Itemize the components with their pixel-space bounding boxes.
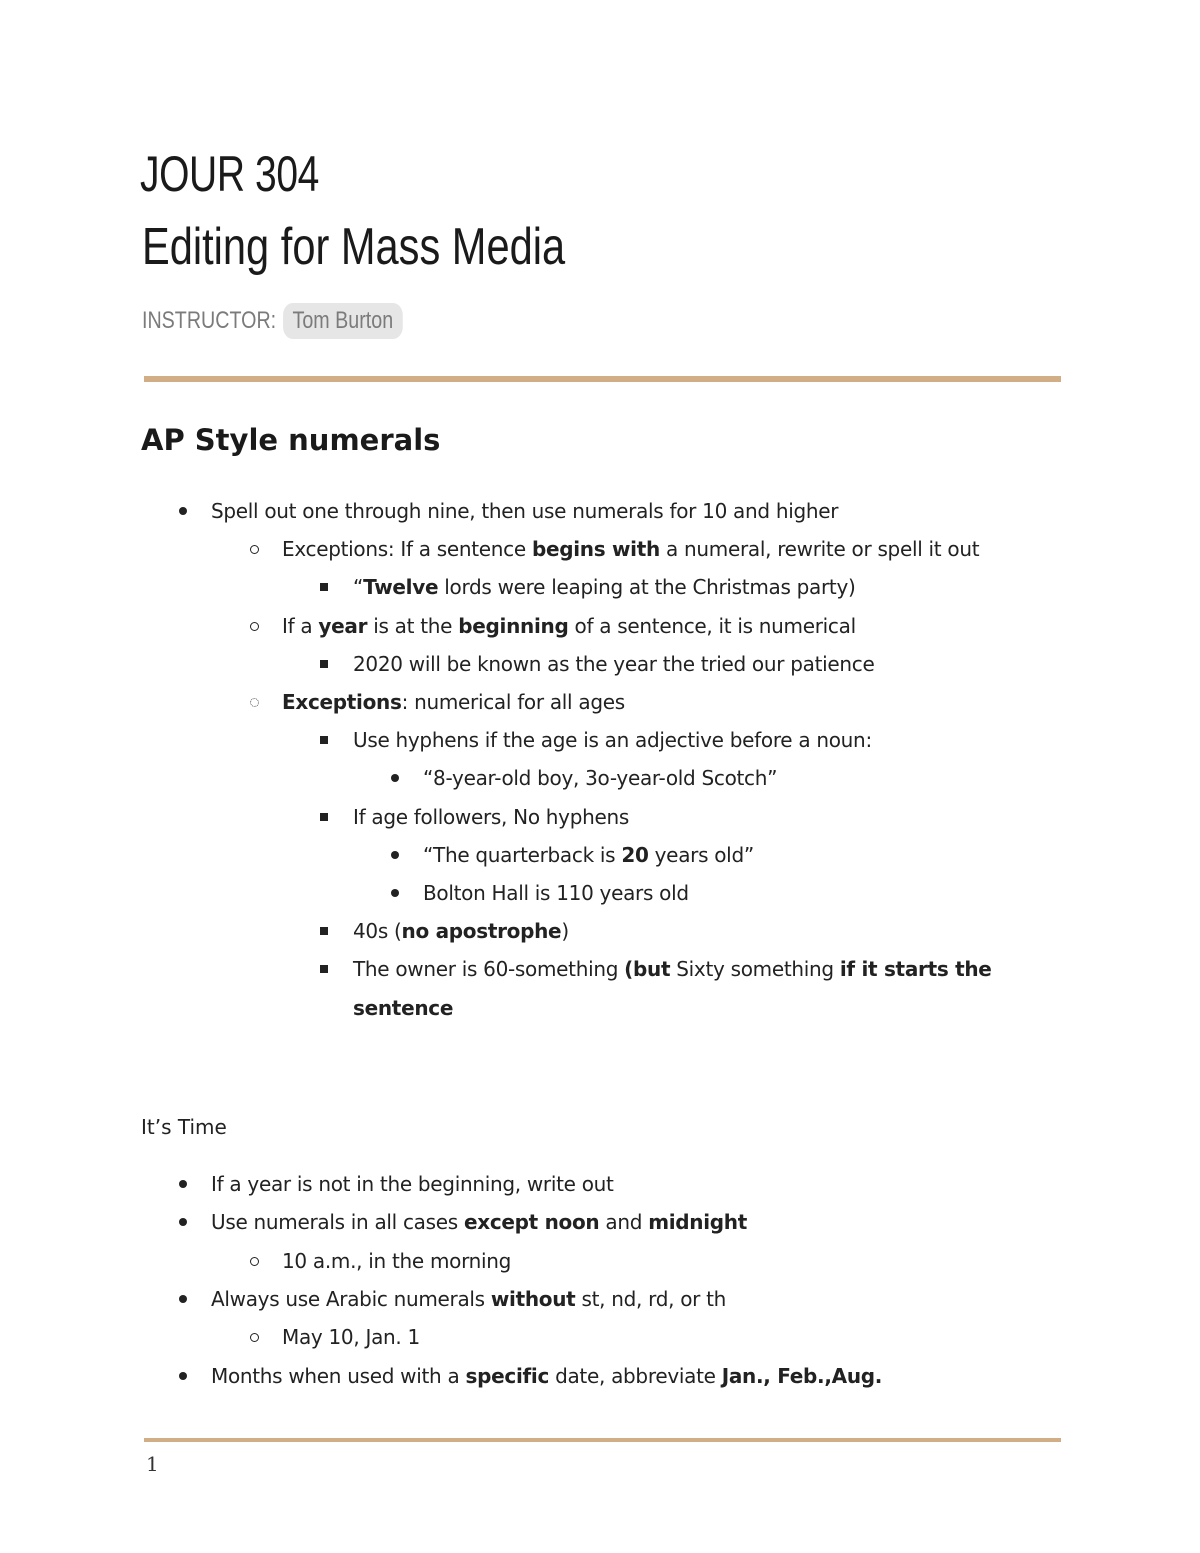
bold-text: begins with [531,537,660,562]
bullet-square-icon [320,583,328,591]
bullet-circle-icon [250,1333,259,1342]
bullet-circle-icon [250,1257,259,1266]
text-segment: a numeral, rewrite or spell it out [659,537,980,562]
list-item [353,726,872,754]
bullet-disc-icon [179,1295,187,1303]
bullet-square-icon [320,736,328,744]
bold-text: (but [624,957,671,982]
list-item [353,573,856,601]
instructor-label: INSTRUCTOR: [142,307,277,334]
list-item [353,650,874,678]
bullet-circle-icon [250,545,259,554]
text-segment: “ [353,575,364,600]
instructor-name-chip[interactable]: Tom Burton [283,303,403,339]
bullet-disc-icon [179,1372,187,1380]
course-code: JOUR 304 [140,146,319,202]
bold-text: sentence [353,995,454,1020]
text-segment: May 10, Jan. 1 [282,1325,420,1350]
bold-text: specific [465,1363,550,1388]
list-item [282,688,625,716]
list-item [211,497,838,525]
text-segment: If a year is not in the beginning, write out [211,1172,614,1196]
text-segment: Use numerals in all cases [211,1210,464,1235]
bold-text: Exceptions [282,690,402,714]
text-segment: is at the [367,613,459,638]
section-heading-ap-style: AP Style numerals [141,423,441,457]
text-segment: and [599,1210,649,1235]
list-item [282,1247,511,1275]
list-item [211,1208,747,1236]
text-segment: Spell out one through nine, then use numerals for 10 and higher [211,499,839,523]
bullet-disc-icon [391,774,399,782]
text-segment: If age followers, No hyphens [353,804,629,829]
list-item [211,1362,882,1390]
bullet-disc-icon [391,889,399,897]
list-item [282,1323,420,1351]
text-segment: Always use Arabic numerals [211,1286,491,1311]
bold-text: Jan., Feb.,Aug. [721,1363,883,1388]
header-divider [144,376,1061,382]
instructor-line [142,301,403,341]
text-segment: of a sentence, it is numerical [568,613,856,638]
list-item [423,764,777,792]
text-segment: Bolton Hall is 110 years old [423,881,689,905]
text-segment: Use hyphens if the age is an adjective before a noun: [353,728,872,753]
text-segment: date, abbreviate [549,1363,722,1388]
text-segment: Months when used with a [211,1363,466,1388]
text-segment: 10 a.m., in the morning [282,1248,512,1273]
bold-text: midnight [648,1210,748,1235]
bullet-circle-icon [250,622,259,631]
text-segment: “The quarterback is [423,842,622,867]
bold-text: 20 [621,842,649,867]
text-segment: “8-year-old boy, 3o-year-old Scotch” [423,766,778,791]
bullet-square-icon [320,813,328,821]
bold-text: Twelve [363,575,439,600]
bullet-disc-icon [179,507,187,515]
text-segment: The owner is 60-something [353,957,625,982]
bullet-square-icon [320,965,328,973]
list-item [423,841,754,869]
list-item [353,803,629,831]
bold-text: year [318,613,368,638]
bold-text: no apostrophe [401,919,562,944]
bullet-disc-icon [179,1218,187,1226]
bullet-dotted-circle-icon [250,698,259,707]
bold-text: without [490,1286,576,1311]
text-segment: 2020 will be known as the year the tried our patience [353,651,875,676]
list-item [282,612,856,640]
list-item [211,1285,726,1313]
text-segment: Sixty something [670,957,840,982]
list-item [353,955,992,983]
list-item [211,1170,614,1198]
bullet-disc-icon [179,1180,187,1188]
text-segment: ) [561,919,569,944]
bullet-square-icon [320,927,328,935]
text-segment: years old” [648,842,754,867]
course-name: Editing for Mass Media [142,218,566,276]
bold-text: if it starts the [839,957,992,982]
list-item [423,879,689,907]
text-segment: : numerical for all ages [401,690,625,714]
text-segment: st, nd, rd, or th [575,1286,727,1311]
list-item [282,535,979,563]
text-segment: Exceptions: If a sentence [282,537,532,562]
section-heading-its-time: It’s Time [141,1115,227,1139]
bullet-square-icon [320,660,328,668]
text-segment: 40s ( [353,919,402,944]
bold-text: except noon [463,1210,600,1235]
page-number: 1 [146,1452,159,1476]
list-item [353,994,453,1022]
bold-text: beginning [458,613,569,638]
list-item [353,917,569,945]
text-segment: lords were leaping at the Christmas party) [438,575,856,600]
text-segment: If a [282,613,319,638]
footer-divider [144,1438,1061,1442]
bullet-disc-icon [391,851,399,859]
